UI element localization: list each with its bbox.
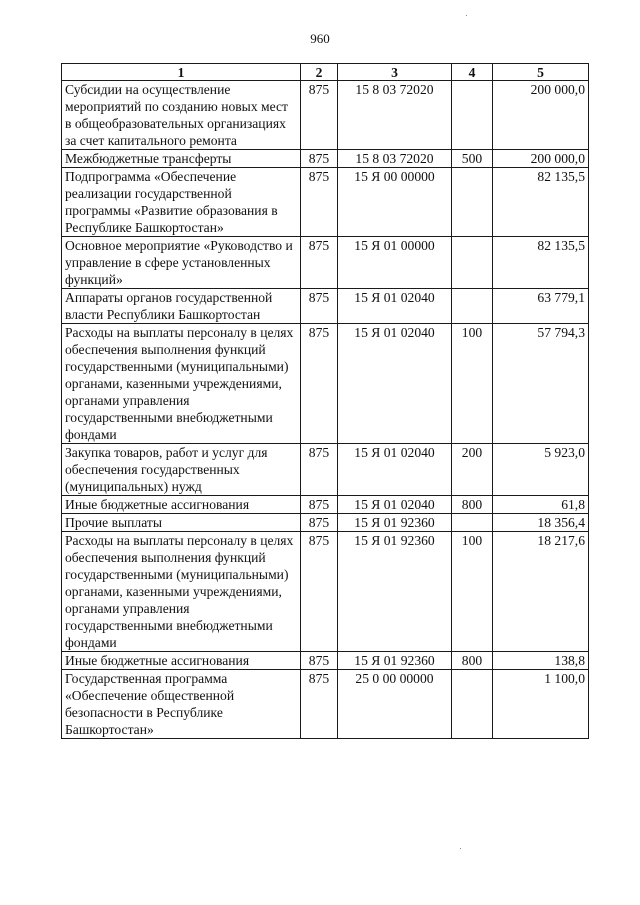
row-csr: 15 8 03 72020 <box>338 150 452 168</box>
table-header <box>62 64 589 81</box>
scan-speck <box>460 848 461 849</box>
row-ved: 875 <box>301 496 338 514</box>
row-sum: 200 000,0 <box>493 150 589 168</box>
row-csr: 15 Я 01 92360 <box>338 514 452 532</box>
table-row <box>62 324 589 444</box>
table-row <box>62 670 589 739</box>
row-vr <box>452 670 493 739</box>
header-col-5: 5 <box>493 64 589 81</box>
row-name: Прочие выплаты <box>62 514 301 532</box>
row-sum: 5 923,0 <box>493 444 589 496</box>
row-sum: 200 000,0 <box>493 81 589 150</box>
header-col-1: 1 <box>62 64 301 81</box>
row-vr <box>452 168 493 237</box>
table-row <box>62 444 589 496</box>
row-vr: 500 <box>452 150 493 168</box>
row-csr: 15 Я 01 02040 <box>338 289 452 324</box>
table-row <box>62 168 589 237</box>
row-name: Подпрограмма «Обеспечение реализации государственной программы «Развитие образования в Республике Башкортостан» <box>62 168 301 237</box>
row-ved: 875 <box>301 514 338 532</box>
row-name: Закупка товаров, работ и услуг для обеспечения государственных (муниципальных) нужд <box>62 444 301 496</box>
row-ved: 875 <box>301 444 338 496</box>
budget-table <box>61 63 589 739</box>
row-vr: 800 <box>452 652 493 670</box>
scan-speck <box>466 15 467 16</box>
row-name: Аппараты органов государственной власти Республики Башкортостан <box>62 289 301 324</box>
row-sum: 138,8 <box>493 652 589 670</box>
row-ved: 875 <box>301 670 338 739</box>
header-row <box>62 64 589 81</box>
row-csr: 15 Я 01 00000 <box>338 237 452 289</box>
row-ved: 875 <box>301 168 338 237</box>
row-name: Субсидии на осуществление мероприятий по созданию новых мест в общеобразовательных организациях за счет капитального ремонта <box>62 81 301 150</box>
row-ved: 875 <box>301 324 338 444</box>
header-col-4: 4 <box>452 64 493 81</box>
table-row <box>62 514 589 532</box>
row-csr: 15 Я 01 92360 <box>338 532 452 652</box>
row-csr: 25 0 00 00000 <box>338 670 452 739</box>
row-ved: 875 <box>301 532 338 652</box>
row-name: Иные бюджетные ассигнования <box>62 652 301 670</box>
row-csr: 15 Я 01 02040 <box>338 496 452 514</box>
row-sum: 57 794,3 <box>493 324 589 444</box>
row-csr: 15 Я 01 02040 <box>338 444 452 496</box>
header-col-3: 3 <box>338 64 452 81</box>
row-vr: 800 <box>452 496 493 514</box>
table-row <box>62 150 589 168</box>
row-csr: 15 Я 01 92360 <box>338 652 452 670</box>
row-ved: 875 <box>301 289 338 324</box>
row-sum: 1 100,0 <box>493 670 589 739</box>
row-name: Иные бюджетные ассигнования <box>62 496 301 514</box>
row-name: Государственная программа «Обеспечение общественной безопасности в Республике Башкортостан» <box>62 670 301 739</box>
row-sum: 61,8 <box>493 496 589 514</box>
table-row <box>62 289 589 324</box>
row-ved: 875 <box>301 652 338 670</box>
header-col-2: 2 <box>301 64 338 81</box>
row-ved: 875 <box>301 237 338 289</box>
row-sum: 18 356,4 <box>493 514 589 532</box>
row-vr: 100 <box>452 324 493 444</box>
row-ved: 875 <box>301 150 338 168</box>
row-name: Межбюджетные трансферты <box>62 150 301 168</box>
row-ved: 875 <box>301 81 338 150</box>
row-vr <box>452 81 493 150</box>
row-vr: 200 <box>452 444 493 496</box>
row-sum: 63 779,1 <box>493 289 589 324</box>
table-row <box>62 532 589 652</box>
row-sum: 18 217,6 <box>493 532 589 652</box>
row-csr: 15 8 03 72020 <box>338 81 452 150</box>
row-vr <box>452 514 493 532</box>
table-row <box>62 652 589 670</box>
row-sum: 82 135,5 <box>493 168 589 237</box>
row-sum: 82 135,5 <box>493 237 589 289</box>
row-csr: 15 Я 01 02040 <box>338 324 452 444</box>
table-body <box>62 81 589 739</box>
table-row <box>62 81 589 150</box>
table-row <box>62 237 589 289</box>
row-vr <box>452 237 493 289</box>
row-name: Расходы на выплаты персоналу в целях обеспечения выполнения функций государственными (муниципальными) органами, казенными учреждениями, органами управления государственными внебюджетными фондами <box>62 532 301 652</box>
row-name: Основное мероприятие «Руководство и управление в сфере установленных функций» <box>62 237 301 289</box>
row-vr: 100 <box>452 532 493 652</box>
page-number: 960 <box>310 31 330 46</box>
row-vr <box>452 289 493 324</box>
table-row <box>62 496 589 514</box>
row-csr: 15 Я 00 00000 <box>338 168 452 237</box>
row-name: Расходы на выплаты персоналу в целях обеспечения выполнения функций государственными (муниципальными) органами, казенными учреждениями, органами управления государственными внебюджетными фондами <box>62 324 301 444</box>
